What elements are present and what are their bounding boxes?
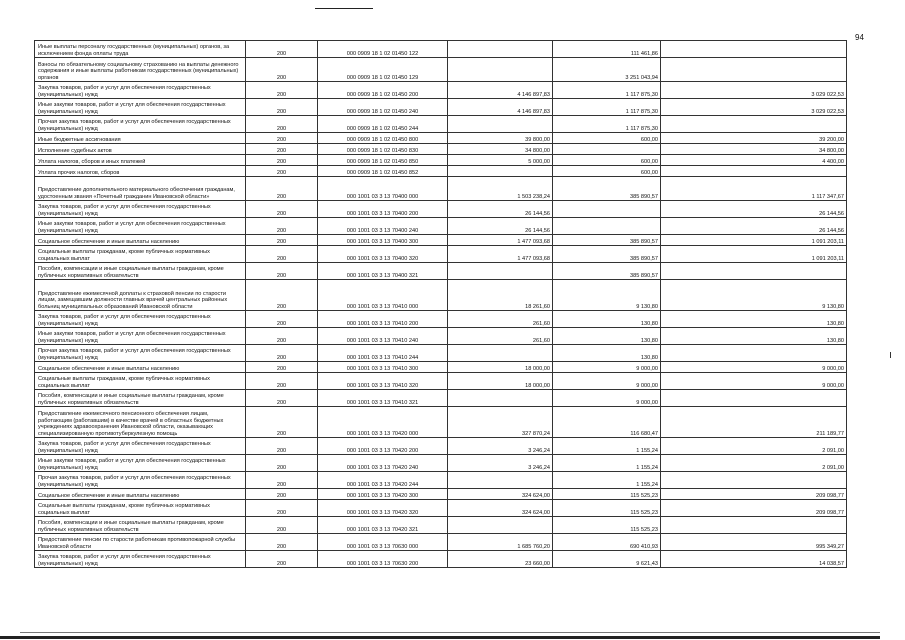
row-kbk-cell: 000 1001 03 3 13 70400 000 <box>318 177 448 201</box>
row-code-cell: 200 <box>246 438 318 455</box>
row-approved-cell: 327 870,24 <box>448 407 553 438</box>
row-executed-cell: 690 410,93 <box>553 534 661 551</box>
row-code-cell: 200 <box>246 58 318 82</box>
row-approved-cell: 3 246,24 <box>448 438 553 455</box>
row-code-cell: 200 <box>246 144 318 155</box>
row-approved-cell <box>448 116 553 133</box>
row-approved-cell: 4 146 897,83 <box>448 82 553 99</box>
row-approved-cell: 261,60 <box>448 328 553 345</box>
row-approved-cell: 261,60 <box>448 311 553 328</box>
row-executed-cell: 9 621,43 <box>553 551 661 568</box>
row-kbk-cell: 000 1001 03 3 13 70400 200 <box>318 201 448 218</box>
row-kbk-cell: 000 1001 03 3 13 70400 300 <box>318 235 448 246</box>
row-executed-cell: 115 525,23 <box>553 500 661 517</box>
table-row <box>35 144 847 155</box>
table-row <box>35 263 847 280</box>
row-name-cell: Пособия, компенсации и иные социальные выплаты гражданам, кроме публичных нормативных обязательств <box>35 390 246 407</box>
row-executed-cell: 1 155,24 <box>553 472 661 489</box>
row-kbk-cell: 000 1001 03 3 13 70410 321 <box>318 390 448 407</box>
row-executed-cell: 130,80 <box>553 311 661 328</box>
row-name-cell: Предоставление дополнительного материального обеспечения гражданам, удостоенным звания «Почетный гражданин Ивановской области» <box>35 177 246 201</box>
row-name-cell: Социальные выплаты гражданам, кроме публичных нормативных социальных выплат <box>35 373 246 390</box>
table-row <box>35 280 847 311</box>
table-row <box>35 58 847 82</box>
row-name-cell: Иные закупки товаров, работ и услуг для обеспечения государственных (муниципальных) нужд <box>35 218 246 235</box>
row-approved-cell: 5 000,00 <box>448 155 553 166</box>
row-name-cell: Иные закупки товаров, работ и услуг для обеспечения государственных (муниципальных) нужд <box>35 99 246 116</box>
row-unexecuted-cell: 14 038,57 <box>661 551 847 568</box>
row-executed-cell: 116 680,47 <box>553 407 661 438</box>
row-unexecuted-cell <box>661 390 847 407</box>
table-row <box>35 362 847 373</box>
row-executed-cell <box>553 201 661 218</box>
row-approved-cell <box>448 472 553 489</box>
row-code-cell: 200 <box>246 116 318 133</box>
row-code-cell: 200 <box>246 472 318 489</box>
row-approved-cell <box>448 345 553 362</box>
table-row <box>35 328 847 345</box>
row-approved-cell: 18 261,60 <box>448 280 553 311</box>
row-kbk-cell: 000 1001 03 3 13 70630 000 <box>318 534 448 551</box>
row-approved-cell: 4 146 897,83 <box>448 99 553 116</box>
row-kbk-cell: 000 1001 03 3 13 70410 200 <box>318 311 448 328</box>
row-unexecuted-cell: 26 144,56 <box>661 218 847 235</box>
row-code-cell: 200 <box>246 328 318 345</box>
row-unexecuted-cell <box>661 517 847 534</box>
row-code-cell: 200 <box>246 218 318 235</box>
row-kbk-cell: 000 1001 03 3 13 70420 240 <box>318 455 448 472</box>
row-code-cell: 200 <box>246 263 318 280</box>
row-approved-cell <box>448 166 553 177</box>
row-unexecuted-cell <box>661 58 847 82</box>
row-kbk-cell: 000 1001 03 3 13 70420 320 <box>318 500 448 517</box>
row-approved-cell: 1 685 760,20 <box>448 534 553 551</box>
row-code-cell: 200 <box>246 82 318 99</box>
row-unexecuted-cell <box>661 116 847 133</box>
row-unexecuted-cell: 130,80 <box>661 311 847 328</box>
row-name-cell: Социальное обеспечение и иные выплаты населению <box>35 235 246 246</box>
row-kbk-cell: 000 1001 03 3 13 70630 200 <box>318 551 448 568</box>
row-name-cell: Иные выплаты персоналу государственных (муниципальных) органов, за исключением фонда оплаты труда <box>35 41 246 58</box>
row-code-cell: 200 <box>246 534 318 551</box>
row-executed-cell: 115 525,23 <box>553 517 661 534</box>
table-row <box>35 41 847 58</box>
row-kbk-cell: 000 1001 03 3 13 70410 000 <box>318 280 448 311</box>
bottom-rule <box>0 636 880 639</box>
row-name-cell: Социальные выплаты гражданам, кроме публичных нормативных социальных выплат <box>35 500 246 517</box>
row-kbk-cell: 000 0909 18 1 02 01450 200 <box>318 82 448 99</box>
row-name-cell: Социальные выплаты гражданам, кроме публичных нормативных социальных выплат <box>35 246 246 263</box>
row-code-cell: 200 <box>246 390 318 407</box>
row-code-cell: 200 <box>246 155 318 166</box>
row-executed-cell: 1 117 875,30 <box>553 99 661 116</box>
row-approved-cell <box>448 263 553 280</box>
row-code-cell: 200 <box>246 246 318 263</box>
row-executed-cell: 9 130,80 <box>553 280 661 311</box>
row-unexecuted-cell: 4 400,00 <box>661 155 847 166</box>
row-code-cell: 200 <box>246 489 318 500</box>
row-unexecuted-cell: 1 117 347,67 <box>661 177 847 201</box>
row-executed-cell: 1 155,24 <box>553 455 661 472</box>
table-row <box>35 373 847 390</box>
row-unexecuted-cell: 995 349,27 <box>661 534 847 551</box>
row-kbk-cell: 000 1001 03 3 13 70410 300 <box>318 362 448 373</box>
row-name-cell: Пособия, компенсации и иные социальные выплаты гражданам, кроме публичных нормативных обязательств <box>35 263 246 280</box>
row-kbk-cell: 000 0909 18 1 02 01450 852 <box>318 166 448 177</box>
table-row <box>35 82 847 99</box>
row-name-cell: Предоставление пенсии по старости работникам противопожарной службы Ивановской области <box>35 534 246 551</box>
row-executed-cell: 600,00 <box>553 166 661 177</box>
row-executed-cell: 600,00 <box>553 155 661 166</box>
table-row <box>35 534 847 551</box>
table-row <box>35 551 847 568</box>
row-kbk-cell: 000 0909 18 1 02 01450 850 <box>318 155 448 166</box>
row-code-cell: 200 <box>246 345 318 362</box>
row-approved-cell: 1 503 238,24 <box>448 177 553 201</box>
table-row <box>35 133 847 144</box>
table-row <box>35 218 847 235</box>
table-row <box>35 489 847 500</box>
row-name-cell: Иные закупки товаров, работ и услуг для обеспечения государственных (муниципальных) нужд <box>35 455 246 472</box>
row-unexecuted-cell: 3 029 022,53 <box>661 82 847 99</box>
row-kbk-cell: 000 1001 03 3 13 70420 300 <box>318 489 448 500</box>
table-row <box>35 246 847 263</box>
row-approved-cell: 26 144,56 <box>448 218 553 235</box>
row-name-cell: Уплата прочих налогов, сборов <box>35 166 246 177</box>
row-code-cell: 200 <box>246 133 318 144</box>
row-approved-cell <box>448 41 553 58</box>
row-unexecuted-cell: 211 189,77 <box>661 407 847 438</box>
row-unexecuted-cell: 26 144,56 <box>661 201 847 218</box>
row-name-cell: Иные бюджетные ассигнования <box>35 133 246 144</box>
row-executed-cell: 600,00 <box>553 133 661 144</box>
row-kbk-cell: 000 0909 18 1 02 01450 240 <box>318 99 448 116</box>
row-unexecuted-cell: 1 091 203,11 <box>661 235 847 246</box>
row-kbk-cell: 000 1001 03 3 13 70420 244 <box>318 472 448 489</box>
row-approved-cell <box>448 390 553 407</box>
row-code-cell: 200 <box>246 311 318 328</box>
row-executed-cell: 9 000,00 <box>553 390 661 407</box>
row-kbk-cell: 000 1001 03 3 13 70420 321 <box>318 517 448 534</box>
row-executed-cell: 385 890,57 <box>553 246 661 263</box>
row-name-cell: Взносы по обязательному социальному страхованию на выплаты денежного содержания и иные выплаты работникам государственных (муниципальных) органов <box>35 58 246 82</box>
table-row <box>35 407 847 438</box>
table-row <box>35 166 847 177</box>
budget-execution-table <box>34 40 847 568</box>
row-approved-cell: 324 624,00 <box>448 489 553 500</box>
row-code-cell: 200 <box>246 455 318 472</box>
row-executed-cell: 130,80 <box>553 345 661 362</box>
row-unexecuted-cell: 209 098,77 <box>661 489 847 500</box>
row-code-cell: 200 <box>246 362 318 373</box>
table-row <box>35 116 847 133</box>
row-approved-cell: 1 477 093,68 <box>448 246 553 263</box>
row-name-cell: Прочая закупка товаров, работ и услуг для обеспечения государственных (муниципальных) нужд <box>35 345 246 362</box>
row-name-cell: Социальное обеспечение и иные выплаты населению <box>35 362 246 373</box>
row-kbk-cell: 000 0909 18 1 02 01450 830 <box>318 144 448 155</box>
table-row <box>35 177 847 201</box>
row-code-cell: 200 <box>246 551 318 568</box>
row-name-cell: Пособия, компенсации и иные социальные выплаты гражданам, кроме публичных нормативных обязательств <box>35 517 246 534</box>
row-code-cell: 200 <box>246 99 318 116</box>
row-unexecuted-cell: 2 091,00 <box>661 455 847 472</box>
row-unexecuted-cell: 39 200,00 <box>661 133 847 144</box>
row-code-cell: 200 <box>246 177 318 201</box>
row-kbk-cell: 000 0909 18 1 02 01450 800 <box>318 133 448 144</box>
row-kbk-cell: 000 0909 18 1 02 01450 244 <box>318 116 448 133</box>
row-unexecuted-cell: 9 000,00 <box>661 373 847 390</box>
table-row <box>35 201 847 218</box>
row-executed-cell: 385 890,57 <box>553 177 661 201</box>
row-kbk-cell: 000 0909 18 1 02 01450 122 <box>318 41 448 58</box>
row-unexecuted-cell: 3 029 022,53 <box>661 99 847 116</box>
row-executed-cell: 130,80 <box>553 328 661 345</box>
row-executed-cell: 115 525,23 <box>553 489 661 500</box>
margin-mark <box>890 352 891 358</box>
row-kbk-cell: 000 1001 03 3 13 70410 244 <box>318 345 448 362</box>
row-unexecuted-cell <box>661 472 847 489</box>
row-approved-cell: 1 477 093,68 <box>448 235 553 246</box>
row-executed-cell <box>553 144 661 155</box>
row-name-cell: Прочая закупка товаров, работ и услуг для обеспечения государственных (муниципальных) нужд <box>35 472 246 489</box>
row-executed-cell: 385 890,57 <box>553 263 661 280</box>
row-name-cell: Закупка товаров, работ и услуг для обеспечения государственных (муниципальных) нужд <box>35 438 246 455</box>
table-row <box>35 235 847 246</box>
row-unexecuted-cell: 34 800,00 <box>661 144 847 155</box>
row-name-cell: Социальное обеспечение и иные выплаты населению <box>35 489 246 500</box>
row-unexecuted-cell: 2 091,00 <box>661 438 847 455</box>
row-name-cell: Предоставление ежемесячной доплаты к страховой пенсии по старости лицам, замещавшим должности главных врачей центральных районных больниц муниципальных образований Ивановской области <box>35 280 246 311</box>
row-kbk-cell: 000 1001 03 3 13 70400 320 <box>318 246 448 263</box>
row-approved-cell: 18 000,00 <box>448 373 553 390</box>
row-kbk-cell: 000 0909 18 1 02 01450 129 <box>318 58 448 82</box>
row-kbk-cell: 000 1001 03 3 13 70400 321 <box>318 263 448 280</box>
row-name-cell: Иные закупки товаров, работ и услуг для обеспечения государственных (муниципальных) нужд <box>35 328 246 345</box>
row-approved-cell <box>448 517 553 534</box>
table-row <box>35 517 847 534</box>
row-executed-cell: 1 155,24 <box>553 438 661 455</box>
row-code-cell: 200 <box>246 407 318 438</box>
table-row <box>35 438 847 455</box>
row-unexecuted-cell: 1 091 203,11 <box>661 246 847 263</box>
row-name-cell: Уплата налогов, сборов и иных платежей <box>35 155 246 166</box>
row-name-cell: Предоставление ежемесячного пенсионного обеспечения лицам, работающим (работавшим) в качестве врачей в областных бюджетных учреждениях здравоохранения Ивановской области, оказывающих специализированную противотуберкулезную помощь <box>35 407 246 438</box>
row-kbk-cell: 000 1001 03 3 13 70400 240 <box>318 218 448 235</box>
row-approved-cell: 324 624,00 <box>448 500 553 517</box>
row-unexecuted-cell: 130,80 <box>661 328 847 345</box>
row-name-cell: Закупка товаров, работ и услуг для обеспечения государственных (муниципальных) нужд <box>35 311 246 328</box>
table-row <box>35 99 847 116</box>
row-kbk-cell: 000 1001 03 3 13 70410 240 <box>318 328 448 345</box>
row-executed-cell: 9 000,00 <box>553 362 661 373</box>
row-executed-cell: 385 890,57 <box>553 235 661 246</box>
table-row <box>35 500 847 517</box>
row-name-cell: Закупка товаров, работ и услуг для обеспечения государственных (муниципальных) нужд <box>35 551 246 568</box>
row-unexecuted-cell: 209 098,77 <box>661 500 847 517</box>
row-code-cell: 200 <box>246 41 318 58</box>
row-unexecuted-cell <box>661 345 847 362</box>
row-executed-cell: 9 000,00 <box>553 373 661 390</box>
row-kbk-cell: 000 1001 03 3 13 70410 320 <box>318 373 448 390</box>
row-code-cell: 200 <box>246 373 318 390</box>
row-code-cell: 200 <box>246 280 318 311</box>
table-row <box>35 345 847 362</box>
row-unexecuted-cell <box>661 166 847 177</box>
row-approved-cell: 34 800,00 <box>448 144 553 155</box>
row-approved-cell <box>448 58 553 82</box>
row-name-cell: Исполнение судебных актов <box>35 144 246 155</box>
row-code-cell: 200 <box>246 235 318 246</box>
table-row <box>35 390 847 407</box>
row-approved-cell: 18 000,00 <box>448 362 553 373</box>
table-row <box>35 155 847 166</box>
page-number: 94 <box>855 33 864 42</box>
row-kbk-cell: 000 1001 03 3 13 70420 200 <box>318 438 448 455</box>
row-executed-cell: 1 117 875,30 <box>553 116 661 133</box>
row-approved-cell: 26 144,56 <box>448 201 553 218</box>
row-unexecuted-cell <box>661 263 847 280</box>
row-executed-cell: 3 251 043,94 <box>553 58 661 82</box>
row-name-cell: Прочая закупка товаров, работ и услуг для обеспечения государственных (муниципальных) нужд <box>35 116 246 133</box>
table-row <box>35 455 847 472</box>
row-unexecuted-cell: 9 000,00 <box>661 362 847 373</box>
row-unexecuted-cell <box>661 41 847 58</box>
bottom-rule-thin <box>20 632 880 633</box>
row-unexecuted-cell: 9 130,80 <box>661 280 847 311</box>
row-approved-cell: 3 246,24 <box>448 455 553 472</box>
row-executed-cell <box>553 218 661 235</box>
top-rule <box>315 8 373 9</box>
row-code-cell: 200 <box>246 166 318 177</box>
row-code-cell: 200 <box>246 517 318 534</box>
row-kbk-cell: 000 1001 03 3 13 70420 000 <box>318 407 448 438</box>
row-code-cell: 200 <box>246 201 318 218</box>
table-row <box>35 311 847 328</box>
row-name-cell: Закупка товаров, работ и услуг для обеспечения государственных (муниципальных) нужд <box>35 201 246 218</box>
table-row <box>35 472 847 489</box>
row-executed-cell: 111 461,86 <box>553 41 661 58</box>
row-approved-cell: 39 800,00 <box>448 133 553 144</box>
row-code-cell: 200 <box>246 500 318 517</box>
row-approved-cell: 23 660,00 <box>448 551 553 568</box>
row-executed-cell: 1 117 875,30 <box>553 82 661 99</box>
row-name-cell: Закупка товаров, работ и услуг для обеспечения государственных (муниципальных) нужд <box>35 82 246 99</box>
